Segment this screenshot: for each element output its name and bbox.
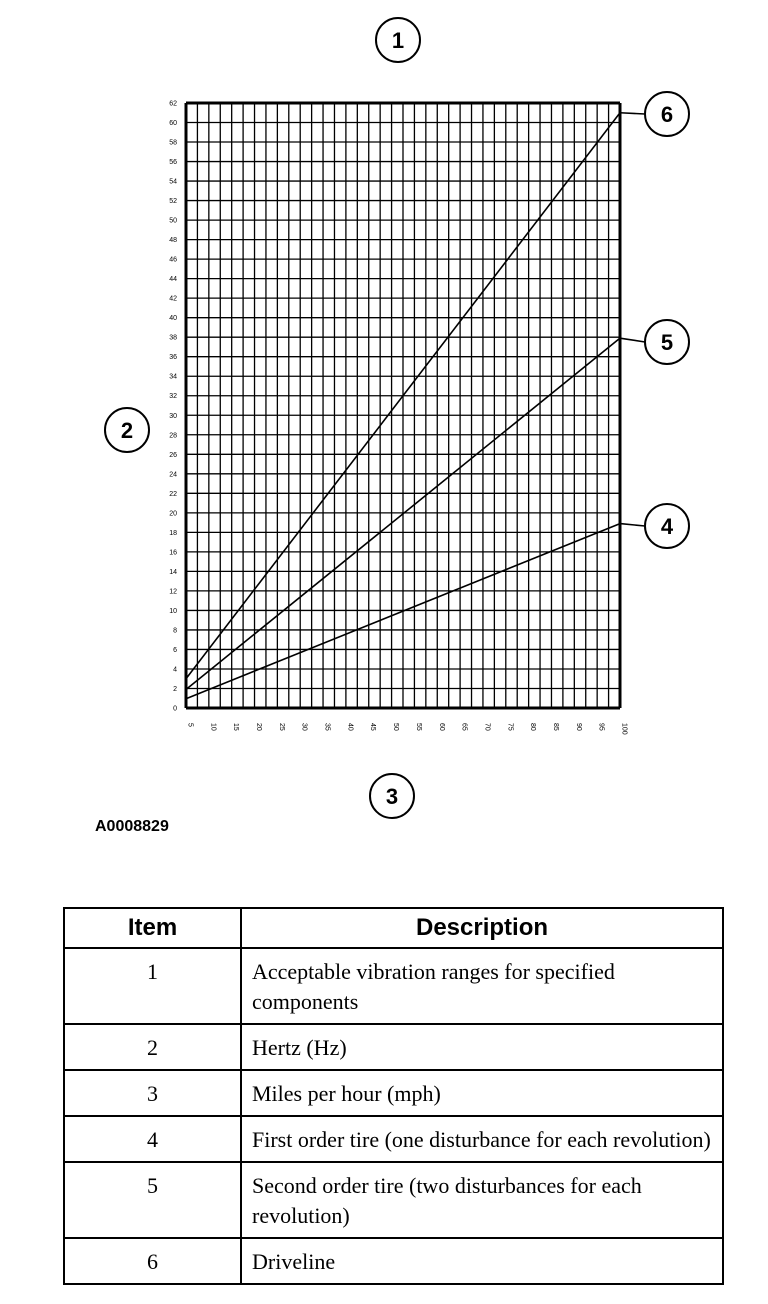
y-tick-label: 26 (169, 451, 177, 459)
y-tick-label: 44 (169, 276, 177, 284)
legend-table (63, 907, 724, 1285)
legend-item-number: 1 (64, 948, 241, 1024)
legend-item-number: 6 (64, 1238, 241, 1284)
y-tick-label: 42 (169, 295, 177, 303)
legend-header-description: Description (241, 908, 723, 948)
y-tick-label: 20 (169, 510, 177, 518)
callout-5-label: 5 (660, 330, 674, 355)
x-tick-label: 40 (346, 723, 354, 731)
y-tick-label: 12 (169, 588, 177, 596)
legend-item-number: 5 (64, 1162, 241, 1238)
callout-leader-5 (620, 338, 645, 342)
chart-tick-labels (169, 101, 627, 735)
x-tick-label: 70 (483, 723, 491, 731)
x-tick-label: 20 (255, 723, 263, 731)
x-tick-label: 100 (620, 723, 628, 735)
x-tick-label: 80 (529, 723, 537, 731)
y-tick-label: 22 (169, 490, 177, 498)
callout-1-label: 1 (391, 28, 405, 53)
callout-2 (105, 408, 149, 452)
y-tick-label: 60 (169, 120, 177, 128)
x-tick-label: 85 (551, 723, 559, 731)
x-tick-label: 5 (186, 723, 194, 727)
legend-item-description: Miles per hour (mph) (241, 1070, 723, 1116)
x-tick-label: 15 (232, 723, 240, 731)
legend-item-description: First order tire (one disturbance for each revolution) (241, 1116, 723, 1162)
x-tick-label: 90 (574, 723, 582, 731)
y-tick-label: 58 (169, 139, 177, 147)
legend-item-description: Second order tire (two disturbances for each revolution) (241, 1162, 723, 1238)
callout-1 (376, 18, 420, 62)
legend-header-item: Item (64, 908, 241, 948)
table-row (64, 1070, 723, 1116)
x-tick-label: 65 (460, 723, 468, 731)
x-tick-label: 75 (506, 723, 514, 731)
y-tick-label: 24 (169, 471, 177, 479)
x-tick-label: 10 (209, 723, 217, 731)
table-row (64, 1116, 723, 1162)
y-tick-label: 32 (169, 393, 177, 401)
callout-leader-6 (620, 113, 645, 114)
callout-6-label: 6 (660, 102, 674, 127)
figure-code: A0008829 (95, 818, 169, 835)
legend-item-number: 2 (64, 1024, 241, 1070)
callout-5 (645, 320, 689, 364)
y-tick-label: 48 (169, 237, 177, 245)
x-tick-label: 25 (277, 723, 285, 731)
y-tick-label: 56 (169, 159, 177, 167)
x-tick-label: 50 (392, 723, 400, 731)
callout-4-label: 4 (660, 514, 674, 539)
y-tick-label: 36 (169, 354, 177, 362)
y-tick-label: 50 (169, 217, 177, 225)
y-tick-label: 16 (169, 549, 177, 557)
x-tick-label: 95 (597, 723, 605, 731)
callout-3-label: 3 (385, 784, 399, 809)
y-tick-label: 54 (169, 178, 177, 186)
y-tick-label: 8 (173, 627, 177, 635)
callout-6 (645, 92, 689, 136)
callout-3 (370, 774, 414, 818)
y-tick-label: 4 (173, 666, 177, 674)
y-tick-label: 0 (173, 705, 177, 713)
y-tick-label: 52 (169, 198, 177, 206)
legend-item-description: Hertz (Hz) (241, 1024, 723, 1070)
y-tick-label: 30 (169, 412, 177, 420)
x-tick-label: 60 (437, 723, 445, 731)
legend-item-description: Acceptable vibration ranges for specified components (241, 948, 723, 1024)
legend-item-number: 4 (64, 1116, 241, 1162)
y-tick-label: 2 (173, 685, 177, 693)
y-tick-label: 46 (169, 256, 177, 264)
y-tick-label: 38 (169, 334, 177, 342)
chart-grid (186, 103, 620, 708)
y-tick-label: 6 (173, 646, 177, 654)
y-tick-label: 18 (169, 529, 177, 537)
legend-table-header-row (64, 908, 723, 948)
callout-leader-4 (620, 524, 645, 526)
x-tick-label: 55 (414, 723, 422, 731)
x-tick-label: 30 (300, 723, 308, 731)
table-row (64, 1238, 723, 1284)
y-tick-label: 34 (169, 373, 177, 381)
table-row (64, 1162, 723, 1238)
x-tick-label: 35 (323, 723, 331, 731)
y-tick-label: 40 (169, 315, 177, 323)
callout-4 (645, 504, 689, 548)
table-row (64, 948, 723, 1024)
x-tick-label: 45 (369, 723, 377, 731)
y-tick-label: 10 (169, 607, 177, 615)
callout-leaders (620, 113, 645, 526)
table-row (64, 1024, 723, 1070)
y-tick-label: 28 (169, 432, 177, 440)
legend-item-number: 3 (64, 1070, 241, 1116)
y-tick-label: 14 (169, 568, 177, 576)
callout-2-label: 2 (120, 418, 134, 443)
legend-item-description: Driveline (241, 1238, 723, 1284)
y-tick-label: 62 (169, 100, 177, 108)
